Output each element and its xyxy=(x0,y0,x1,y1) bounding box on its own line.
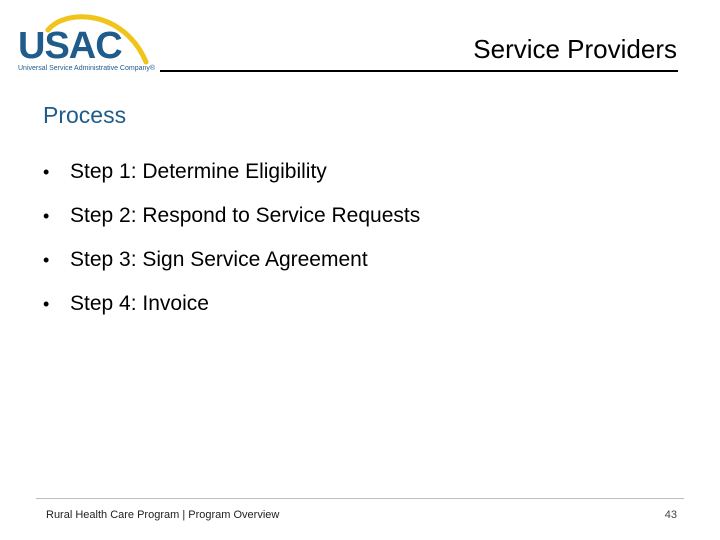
usac-logo xyxy=(14,12,164,72)
section-heading: Process xyxy=(43,102,127,128)
header-divider xyxy=(160,70,678,72)
list-item xyxy=(43,150,420,194)
step-label: Step 4: Invoice xyxy=(70,292,209,315)
footer-caption: Rural Health Care Program | Program Overview xyxy=(46,509,280,521)
list-item xyxy=(43,194,420,238)
logo-wordmark: USAC xyxy=(18,25,122,67)
list-item xyxy=(43,282,420,326)
bullet-icon: • xyxy=(43,293,50,314)
bullet-icon: • xyxy=(43,161,50,182)
step-label: Step 1: Determine Eligibility xyxy=(70,160,327,183)
list-item xyxy=(43,238,420,282)
page-number: 43 xyxy=(664,509,677,521)
bullet-icon: • xyxy=(43,249,50,270)
bullet-icon: • xyxy=(43,205,50,226)
footer-divider xyxy=(36,498,684,499)
step-label: Step 2: Respond to Service Requests xyxy=(70,204,421,227)
logo-tagline: Universal Service Administrative Company® xyxy=(18,65,156,72)
step-label: Step 3: Sign Service Agreement xyxy=(70,248,368,271)
steps-list xyxy=(43,150,420,326)
slide-title: Service Providers xyxy=(473,34,677,64)
